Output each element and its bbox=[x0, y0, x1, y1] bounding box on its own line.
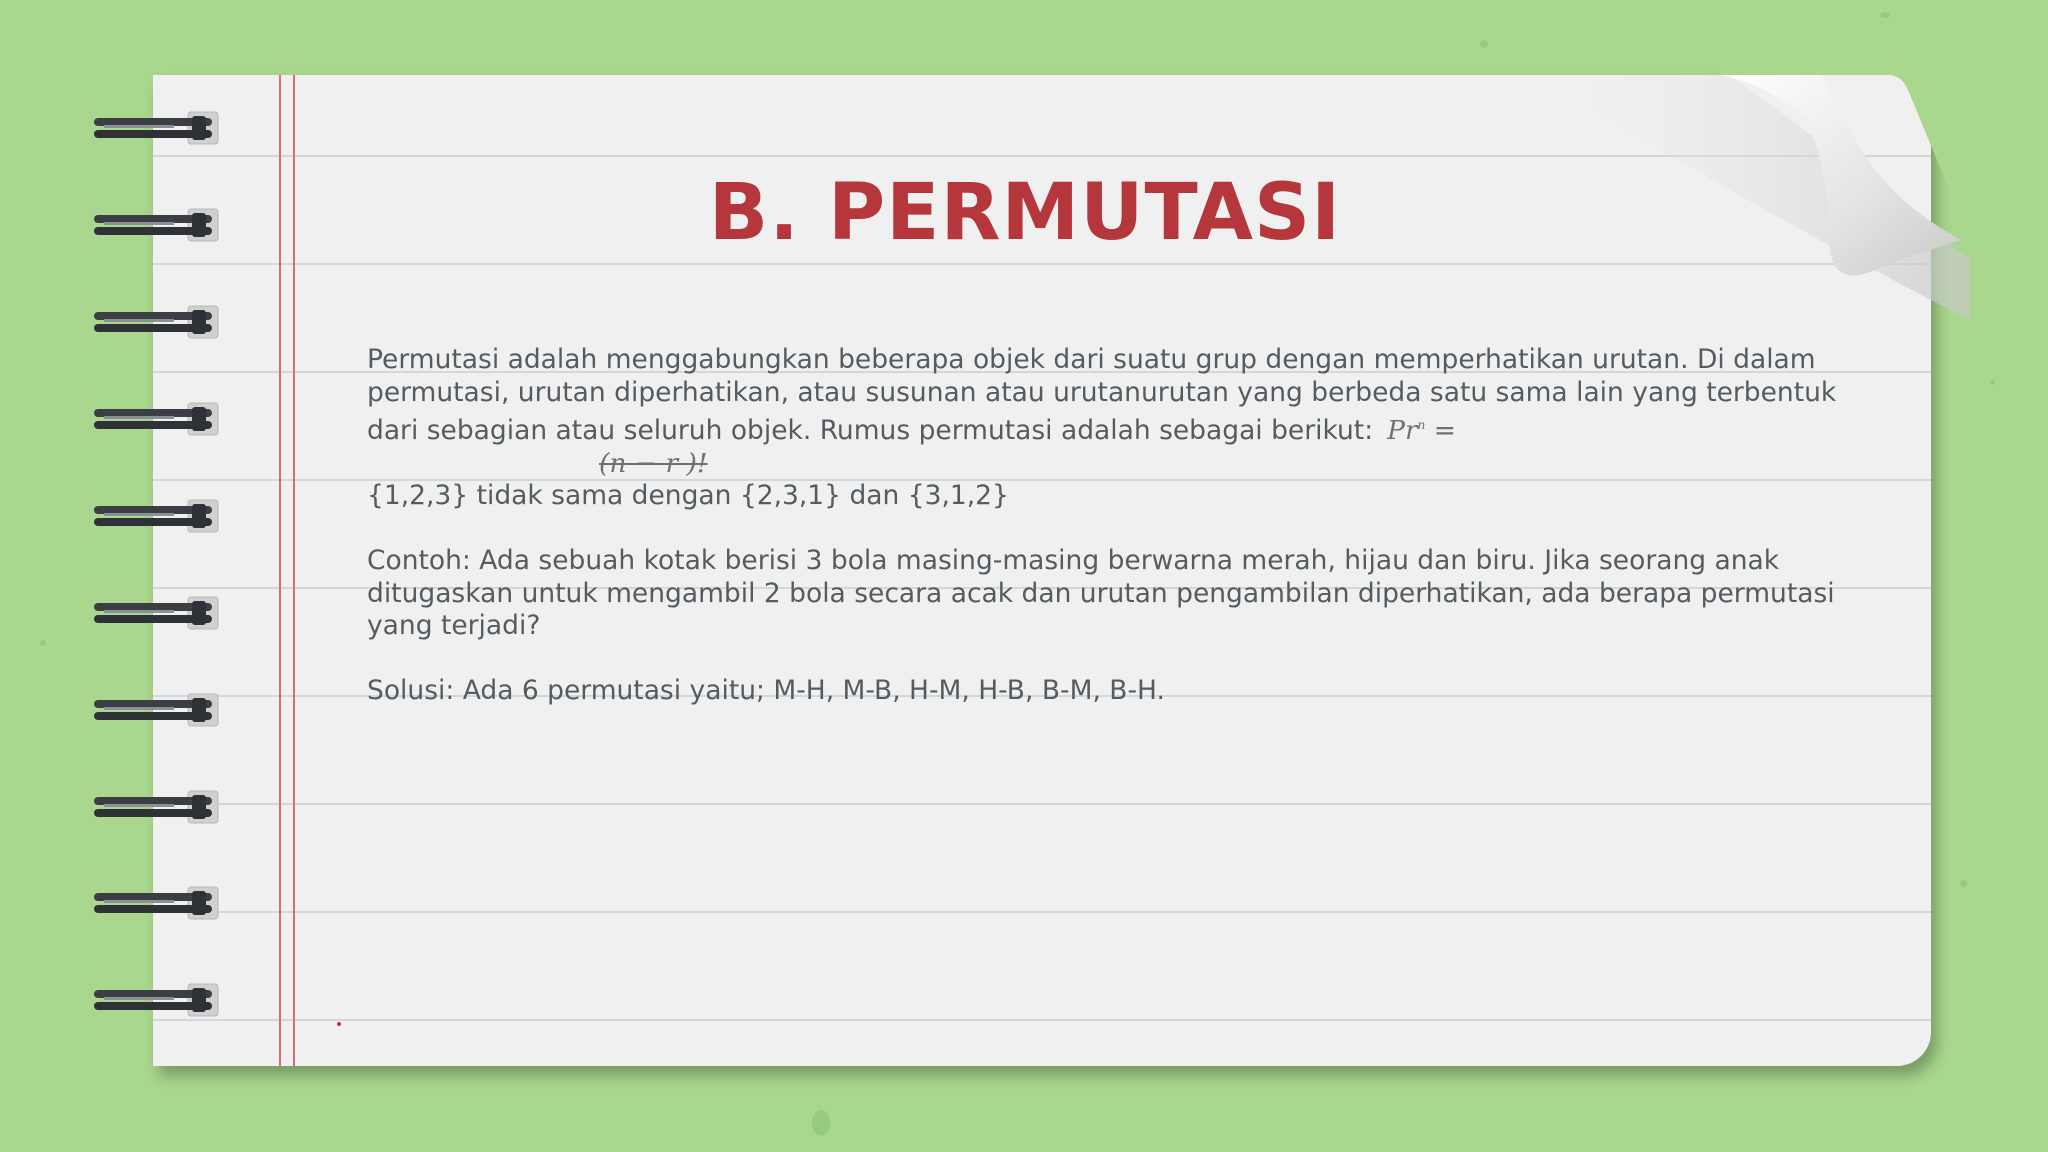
spiral-binding-ring-icon bbox=[92, 785, 224, 829]
spiral-binding-ring-icon bbox=[92, 881, 224, 925]
permutation-formula bbox=[1387, 415, 1456, 446]
formula-denominator: (n − r )! bbox=[599, 447, 708, 479]
margin-dot bbox=[337, 1022, 341, 1026]
solution-paragraph: Solusi: Ada 6 permutasi yaitu; M-H, M-B, H-M, H-B, B-M, B-H. bbox=[367, 675, 1165, 706]
background-speck bbox=[1960, 880, 1967, 887]
sets-example: {1,2,3} tidak sama dengan {2,3,1} dan {3,1,2} bbox=[367, 480, 1009, 511]
formula-symbol: Pr bbox=[1387, 415, 1418, 446]
definition-text: Permutasi adalah menggabungkan beberapa objek dari suatu grup dengan memperhatikan urutan. Di dalam permutasi, urutan diperhatikan, atau susunan atau urutanurutan yang berbeda satu sama lain yang terbentuk dari sebagian atau seluruh objek. Rumus permutasi adalah sebagai berikut: bbox=[367, 344, 1837, 446]
background-speck bbox=[1990, 380, 1995, 385]
slide-body bbox=[367, 344, 1847, 708]
spiral-binding-ring-icon bbox=[92, 978, 224, 1022]
background-speck bbox=[40, 640, 46, 646]
margin-line bbox=[279, 75, 281, 1066]
example-paragraph: Contoh: Ada sebuah kotak berisi 3 bola masing-masing berwarna merah, hijau dan biru. Jika seorang anak ditugaskan untuk mengambil 2 bola secara acak dan urutan pengambilan diperhatikan, ada berapa permutasi yang terjadi? bbox=[367, 545, 1835, 641]
background-speck bbox=[812, 1110, 830, 1136]
spiral-binding-ring-icon bbox=[92, 494, 224, 538]
formula-superscript: n bbox=[1417, 418, 1426, 432]
formula-equals: = bbox=[1425, 415, 1456, 446]
page-curl-icon bbox=[1530, 60, 1970, 320]
spiral-binding-ring-icon bbox=[92, 397, 224, 441]
spiral-binding-ring-icon bbox=[92, 203, 224, 247]
formula-denominator-line bbox=[367, 448, 1847, 481]
spiral-binding-ring-icon bbox=[92, 591, 224, 635]
background-speck bbox=[1480, 40, 1488, 48]
slide-title: B. PERMUTASI bbox=[708, 168, 1342, 258]
margin-line bbox=[293, 75, 295, 1066]
spiral-binding-ring-icon bbox=[92, 300, 224, 344]
spiral-binding-ring-icon bbox=[92, 106, 224, 150]
spiral-binding-ring-icon bbox=[92, 688, 224, 732]
definition-paragraph bbox=[367, 344, 1847, 448]
background-speck bbox=[1880, 12, 1890, 18]
